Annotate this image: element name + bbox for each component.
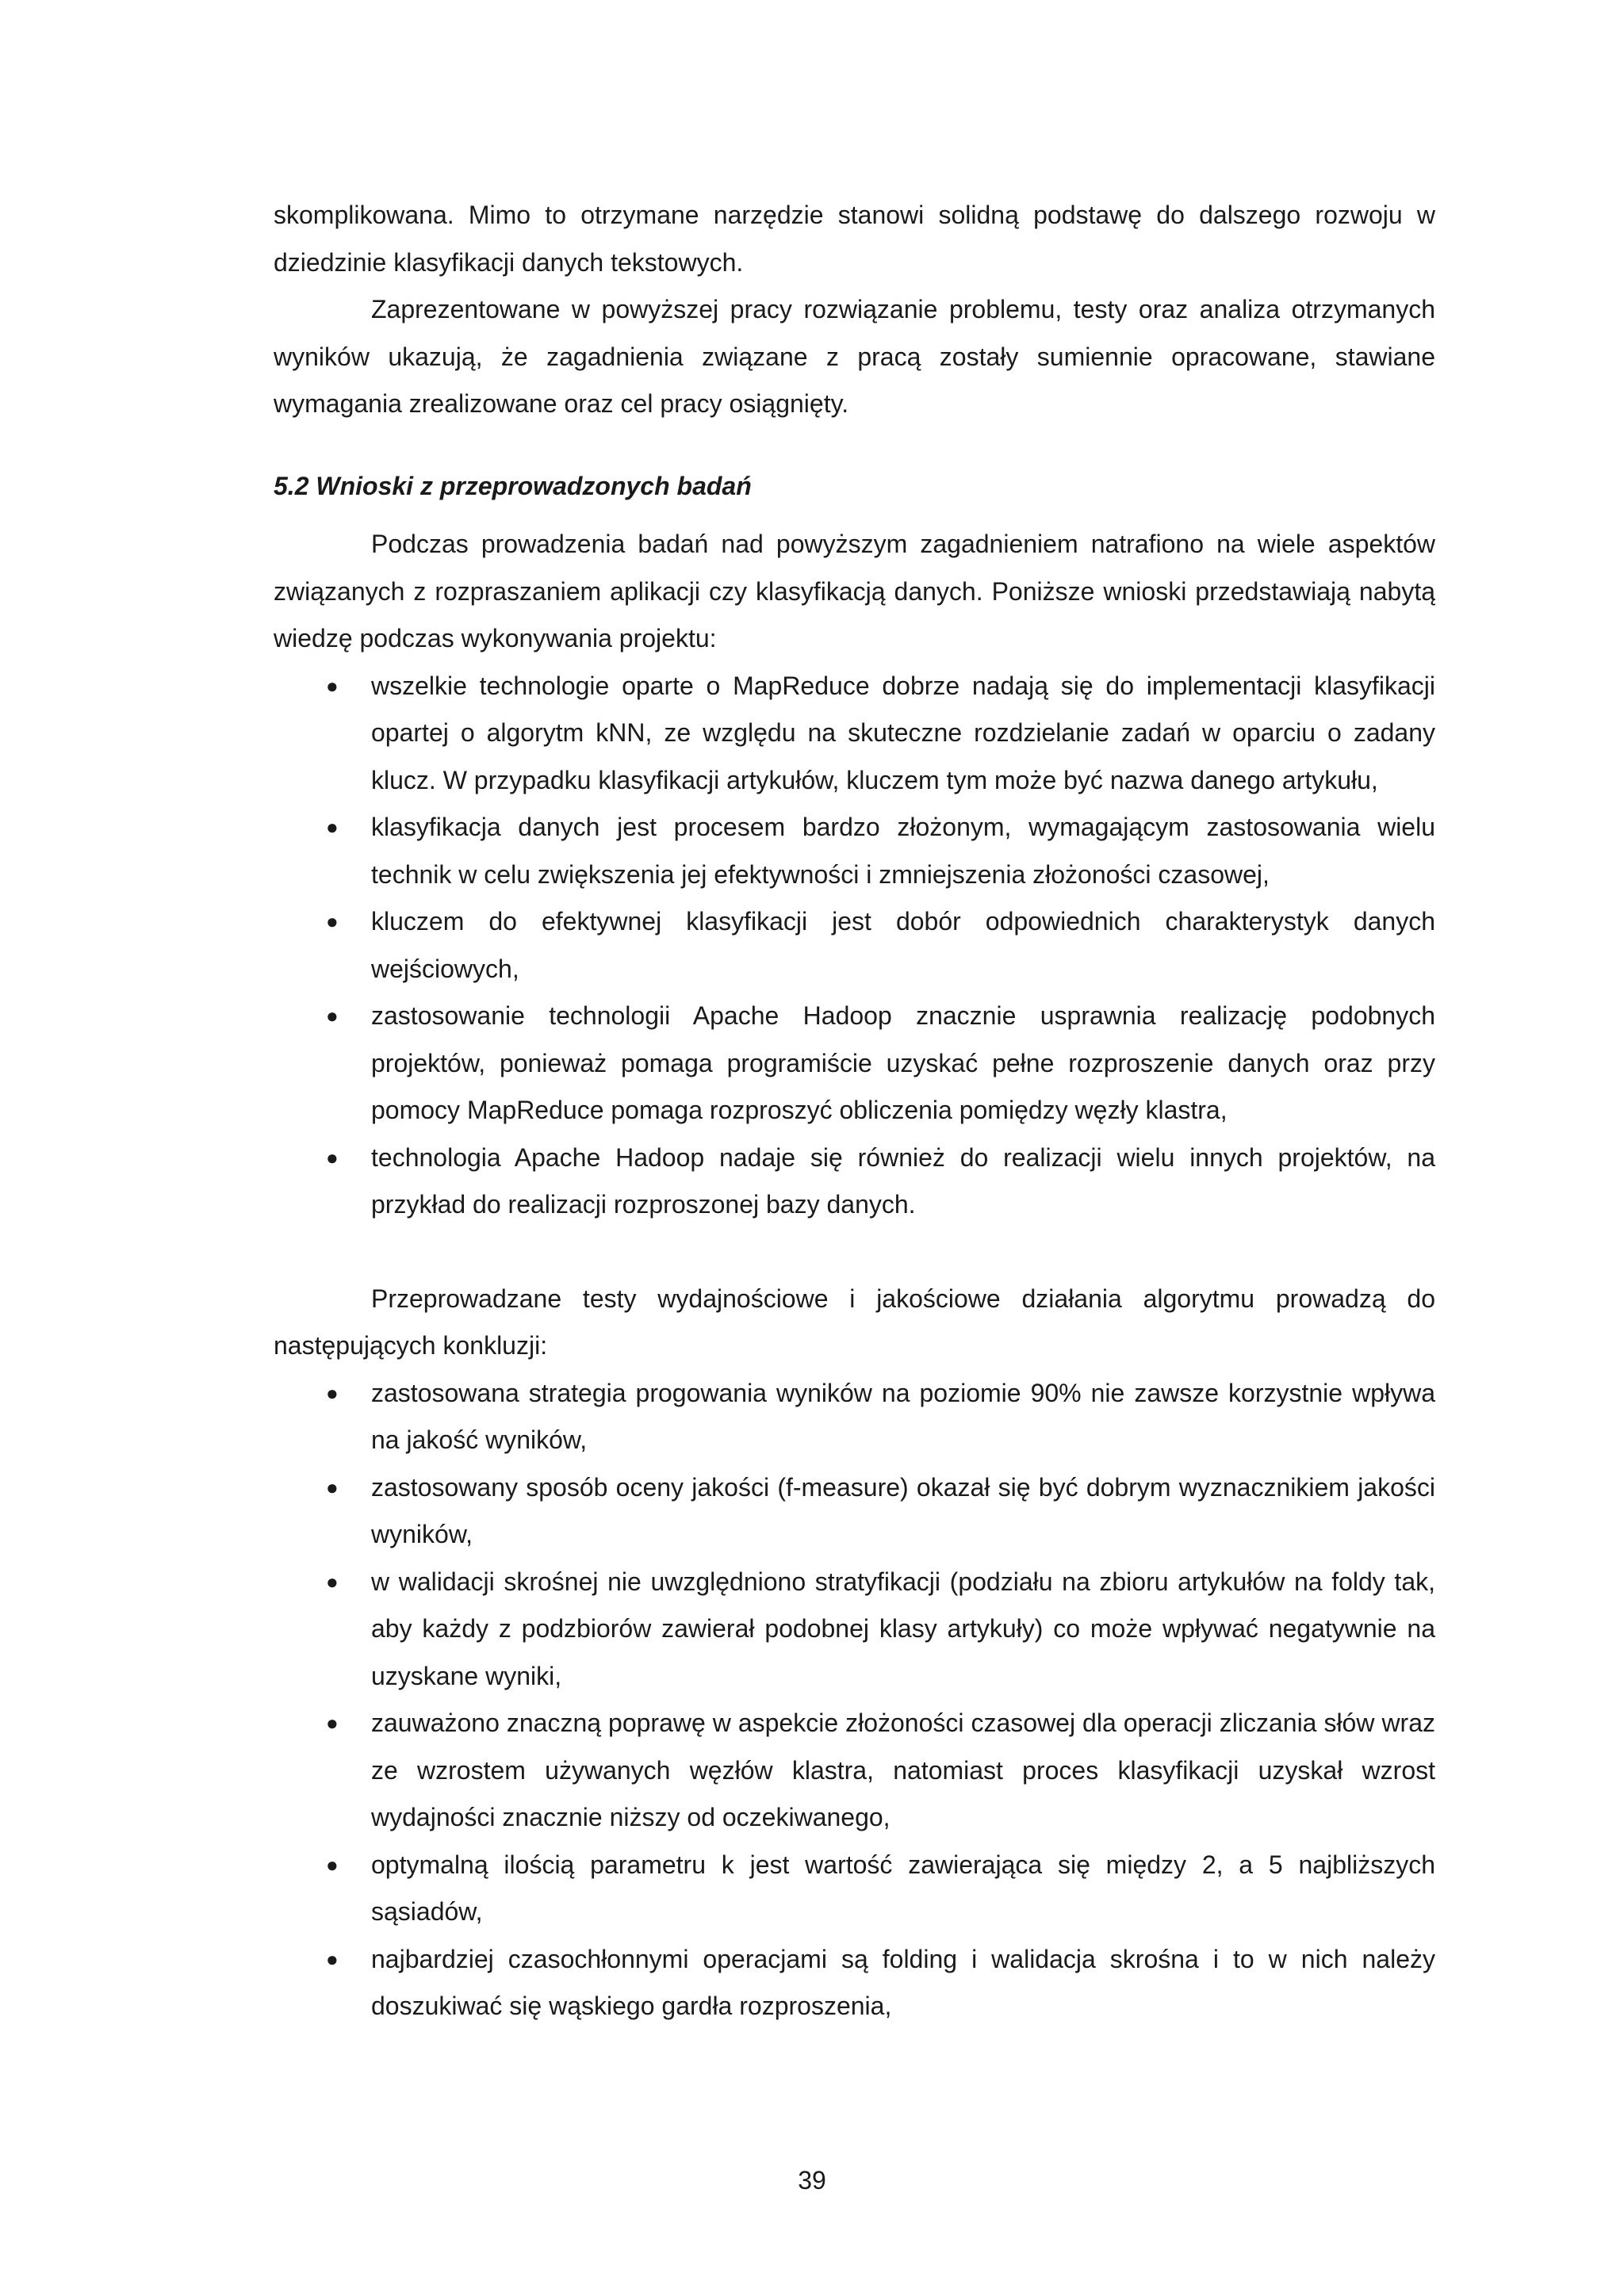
section-heading: 5.2 Wnioski z przeprowadzonych badań (274, 471, 752, 500)
bullet-icon: ● (326, 1946, 339, 1971)
paragraph-summary: Zaprezentowane w powyższej pracy rozwiązanie problemu, testy oraz analiza otrzymanych wyników ukazują, że zagadnienia związane z pracą zostały sumiennie opracowane, stawiane wymagania zrealizowane oraz cel pracy osiągnięty. (274, 295, 1435, 418)
bullet-icon: ● (326, 815, 339, 839)
bullet-icon: ● (326, 1711, 339, 1735)
bullet-icon: ● (326, 1380, 339, 1405)
list-item: ● klasyfikacja danych jest procesem bardzo złożonym, wymagającym zastosowania wielu technik w celu zwiększenia jej efektywności i zmniejszenia złożoności czasowej, (274, 804, 1435, 898)
paragraph-intro-conclusions: Przeprowadzane testy wydajnościowe i jakościowe działania algorytmu prowadzą do następujących konkluzji: (274, 1284, 1435, 1360)
bullet-icon: ● (326, 1569, 339, 1594)
conclusions-list (274, 1370, 1435, 2030)
findings-list (274, 663, 1435, 1229)
bullet-icon: ● (326, 673, 339, 698)
list-item: ● zauważono znaczną poprawę w aspekcie złożoności czasowej dla operacji zliczania słów wraz ze wzrostem używanych węzłów klastra, natomiast proces klasyfikacji uzyskał wzrost wydajności znacznie niższy od oczekiwanego, (274, 1700, 1435, 1842)
paragraph-continuation: skomplikowana. Mimo to otrzymane narzędzie stanowi solidną podstawę do dalszego rozwoju w dziedzinie klasyfikacji danych tekstowych. (274, 201, 1435, 277)
list-item: ● w walidacji skrośnej nie uwzględniono stratyfikacji (podziału na zbioru artykułów na foldy tak, aby każdy z podzbiorów zawierał podobnej klasy artykuły) co może wpływać negatywnie na uzyskane wyniki, (274, 1559, 1435, 1701)
bullet-icon: ● (326, 1145, 339, 1169)
list-item: ● zastosowanie technologii Apache Hadoop znacznie usprawnia realizację podobnych projektów, ponieważ pomaga programiście uzyskać pełne rozproszenie danych oraz przy pomocy MapReduce pomaga rozproszyć obliczenia pomiędzy węzły klastra, (274, 993, 1435, 1135)
list-item: ● wszelkie technologie oparte o MapReduce dobrze nadają się do implementacji klasyfikacji opartej o algorytm kNN, ze względu na skuteczne rozdzielanie zadań w oparciu o zadany klucz. W przypadku klasyfikacji artykułów, kluczem tym może być nazwa danego artykułu, (274, 663, 1435, 805)
list-item: ● kluczem do efektywnej klasyfikacji jest dobór odpowiednich charakterystyk danych wejściowych, (274, 898, 1435, 993)
bullet-icon: ● (326, 909, 339, 933)
page-number: 39 (798, 2166, 826, 2195)
paragraph-spacer (274, 1229, 1435, 1276)
document-page (274, 192, 1435, 2030)
list-item: ● najbardziej czasochłonnymi operacjami są folding i walidacja skrośna i to w nich należy doszukiwać się wąskiego gardła rozproszenia, (274, 1936, 1435, 2030)
list-item: ● optymalną ilością parametru k jest wartość zawierająca się między 2, a 5 najbliższych sąsiadów, (274, 1842, 1435, 1936)
bullet-icon: ● (326, 1852, 339, 1877)
list-item: ● zastosowany sposób oceny jakości (f-measure) okazał się być dobrym wyznacznikiem jakości wyników, (274, 1464, 1435, 1559)
bullet-icon: ● (326, 1475, 339, 1499)
list-item: ● zastosowana strategia progowania wyników na poziomie 90% nie zawsze korzystnie wpływa na jakość wyników, (274, 1370, 1435, 1464)
bullet-icon: ● (326, 1004, 339, 1027)
list-item: ● technologia Apache Hadoop nadaje się również do realizacji wielu innych projektów, na przykład do realizacji rozproszonej bazy danych. (274, 1135, 1435, 1229)
paragraph-intro-findings: Podczas prowadzenia badań nad powyższym zagadnieniem natrafiono na wiele aspektów związanych z rozpraszaniem aplikacji czy klasyfikacją danych. Poniższe wnioski przedstawiają nabytą wiedzę podczas wykonywania projektu: (274, 530, 1435, 652)
